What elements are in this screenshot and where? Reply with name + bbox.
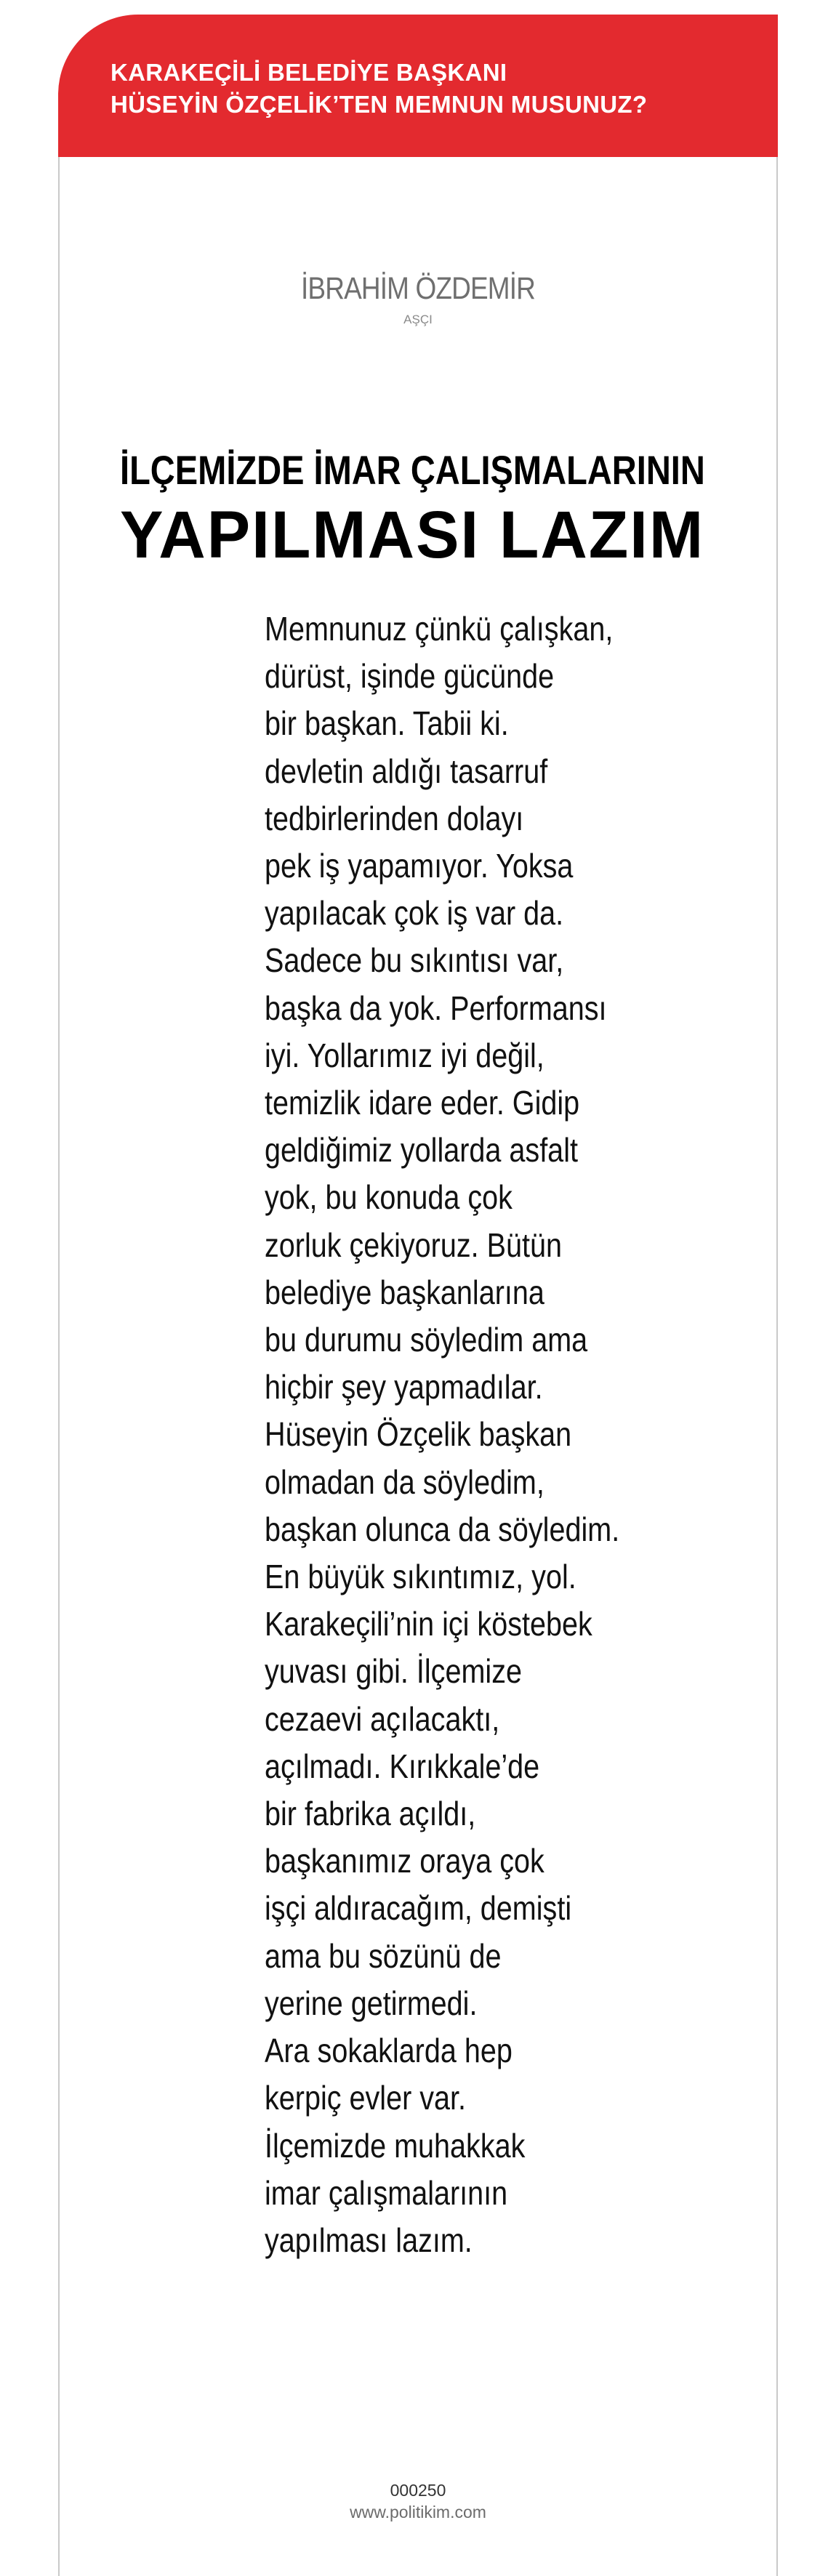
left-frame-line: [58, 153, 60, 2576]
body-line: kerpiç evler var.: [265, 2079, 467, 2117]
body-line: iyi. Yollarımız iyi değil,: [265, 1036, 544, 1074]
body-line: devletin aldığı tasarruf: [265, 752, 548, 790]
body-line: yok, bu konuda çok: [265, 1178, 513, 1217]
body-line: yapılması lazım.: [265, 2221, 473, 2259]
footer-website[interactable]: www.politikim.com: [350, 2503, 486, 2521]
body-line: hiçbir şey yapmadılar.: [265, 1368, 543, 1406]
body-line: başkanımız oraya çok: [265, 1842, 544, 1880]
body-line: başkan olunca da söyledim.: [265, 1510, 620, 1548]
footer-code: 000250: [390, 2481, 446, 2500]
body-line: Hüseyin Özçelik başkan: [265, 1415, 572, 1454]
body-line: İlçemizde muhakkak: [265, 2126, 526, 2165]
header-title-line-1: KARAKEÇİLİ BELEDİYE BAŞKANI: [110, 59, 507, 86]
headline-line-1: İLÇEMİZDE İMAR ÇALIŞMALARININ: [120, 447, 705, 493]
body-line: yuvası gibi. İlçemize: [265, 1652, 522, 1691]
body-line: dürüst, işinde gücünde: [265, 657, 555, 696]
body-line: zorluk çekiyoruz. Bütün: [265, 1225, 562, 1264]
body-line: Sadece bu sıkıntısı var,: [265, 941, 564, 980]
author-profession: AŞÇI: [403, 313, 433, 326]
body-line: olmadan da söyledim,: [265, 1462, 544, 1501]
body-line: Ara sokaklarda hep: [265, 2032, 513, 2070]
body-line: Memnunuz çünkü çalışkan,: [265, 610, 614, 648]
header-title-line-2: HÜSEYİN ÖZÇELİK’TEN MEMNUN MUSUNUZ?: [110, 91, 648, 118]
body-line: pek iş yapamıyor. Yoksa: [265, 847, 574, 885]
body-line: tedbirlerinden dolayı: [265, 799, 524, 837]
body-line: yapılacak çok iş var da.: [265, 894, 564, 933]
body-line: açılmadı. Kırıkkale’de: [265, 1747, 540, 1785]
body-line: başka da yok. Performansı: [265, 989, 607, 1027]
body-line: bir başkan. Tabii ki.: [265, 704, 509, 743]
body-line: En büyük sıkıntımız, yol.: [265, 1558, 576, 1596]
headline-line-2: YAPILMASI LAZIM: [120, 498, 705, 572]
body-line: bir fabrika açıldı,: [265, 1795, 476, 1833]
article-body: [265, 605, 730, 2264]
author-name: İBRAHİM ÖZDEMİR: [301, 271, 535, 306]
body-line: belediye başkanlarına: [265, 1273, 544, 1311]
body-line: imar çalışmalarının: [265, 2173, 508, 2212]
body-line: yerine getirmedi.: [265, 1984, 478, 2022]
body-line: cezaevi açılacaktı,: [265, 1699, 500, 1738]
header-banner: [58, 15, 778, 157]
body-line: Karakeçili’nin içi köstebek: [265, 1605, 592, 1643]
body-line: geldiğimiz yollarda asfalt: [265, 1131, 578, 1170]
body-line: işçi aldıracağım, demişti: [265, 1889, 572, 1928]
body-line: ama bu sözünü de: [265, 1936, 502, 1975]
body-line: bu durumu söyledim ama: [265, 1321, 588, 1359]
body-line: temizlik idare eder. Gidip: [265, 1084, 580, 1122]
right-frame-line: [776, 153, 778, 2576]
